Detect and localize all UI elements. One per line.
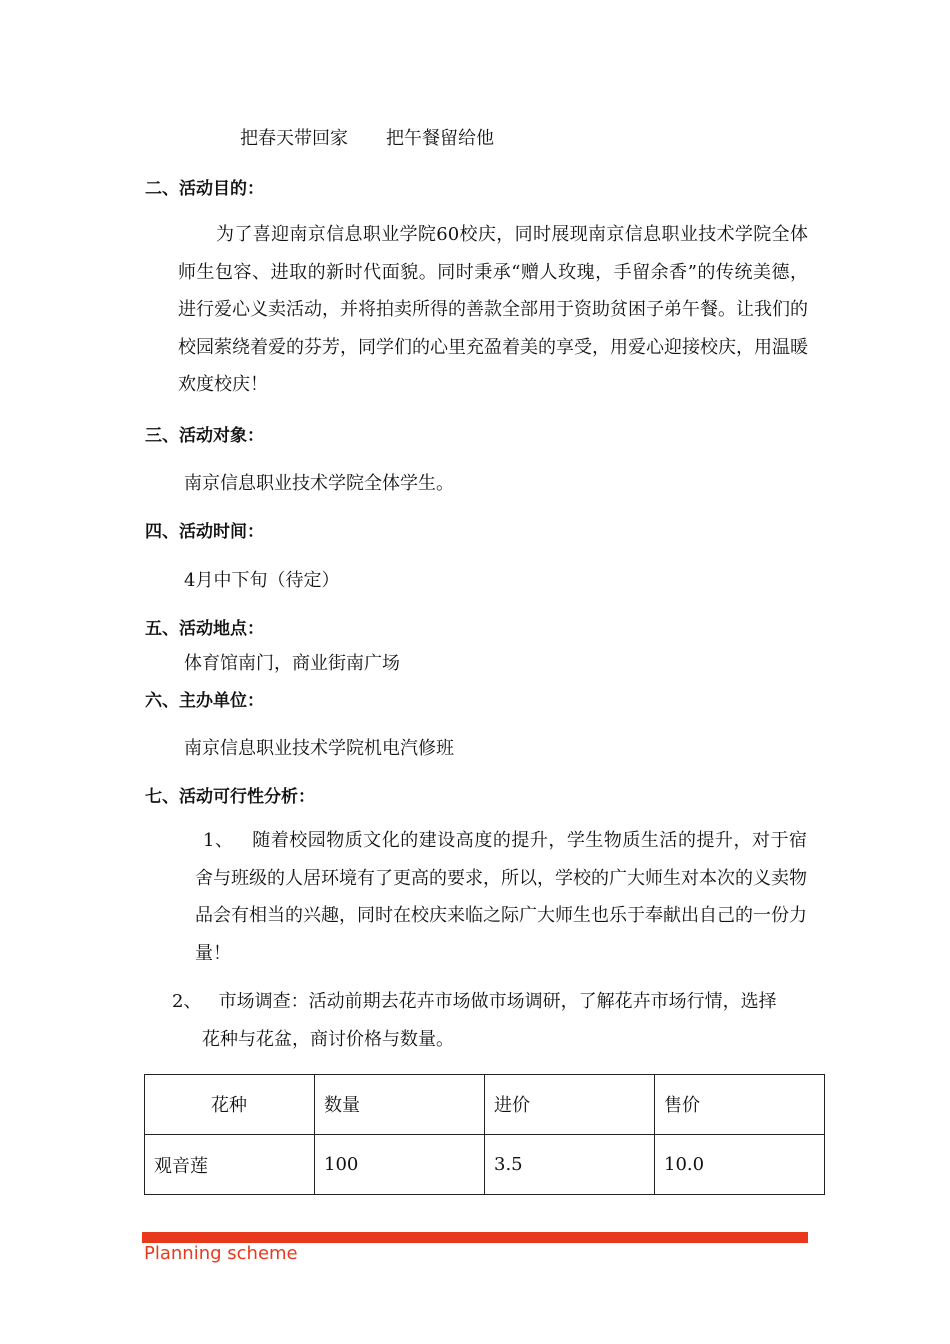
purpose-paragraph: 为了喜迎南京信息职业学院60校庆，同时展现南京信息职业技术学院全体师生包容、进取的新时代面貌。同时秉承“赠人玫瑰，手留余香”的传统美德，进行爱心义卖活动，并将拍卖所得的善款全部用于资助贫困子弟午餐。让我们的校园萦绕着爱的芬芳，同学们的心里充盈着美的享受，用爱心迎接校庆，用温暖欢度校庆！: [178, 224, 808, 395]
heading-target: 三、活动对象：: [145, 426, 264, 446]
flower-price-table: [144, 1074, 825, 1195]
item-1-number: 1、: [203, 830, 234, 851]
organizer-text: 南京信息职业技术学院机电汽修班: [184, 738, 454, 759]
header-cost-price: 进价: [485, 1075, 655, 1135]
heading-purpose: 二、活动目的：: [145, 179, 264, 199]
cell-flower-type: 观音莲: [145, 1135, 315, 1195]
header-sale-price: 售价: [655, 1075, 825, 1135]
cell-quantity: 100: [315, 1135, 485, 1195]
heading-time: 四、活动时间：: [145, 522, 264, 542]
feasibility-item-2: [172, 983, 808, 1058]
item-2-number: 2、: [172, 991, 202, 1012]
footer-label: Planning scheme: [144, 1243, 298, 1264]
location-text: 体育馆南门，商业街南广场: [184, 653, 400, 674]
heading-feasibility: 七、活动可行性分析：: [145, 787, 315, 807]
heading-location: 五、活动地点：: [145, 619, 264, 639]
slogan-part-1: 把春天带回家: [240, 128, 348, 149]
cell-sale-price: 10.0: [655, 1135, 825, 1195]
item-1-text: 随着校园物质文化的建设高度的提升，学生物质生活的提升，对于宿舍与班级的人居环境有了更高的要求，所以，学校的广大师生对本次的义卖物品会有相当的兴趣，同时在校庆来临之际广大师生也乐于奉献出自己的一份力量！: [195, 830, 808, 964]
table-header-row: [145, 1075, 825, 1135]
table-row: [145, 1135, 825, 1195]
target-text: 南京信息职业技术学院全体学生。: [184, 473, 454, 494]
header-flower-type: 花种: [145, 1075, 315, 1135]
heading-organizer: 六、主办单位：: [145, 691, 264, 711]
feasibility-item-1: [195, 822, 807, 972]
time-text: 4月中下旬（待定）: [184, 570, 340, 591]
item-2-line-1: 市场调查：活动前期去花卉市场做市场调研，了解花卉市场行情，选择: [218, 991, 777, 1012]
header-quantity: 数量: [315, 1075, 485, 1135]
slogan: [240, 124, 494, 150]
item-2-line-2: 花种与花盆，商讨价格与数量。: [202, 1028, 454, 1050]
footer-accent-bar: [142, 1232, 808, 1243]
cell-cost-price: 3.5: [485, 1135, 655, 1195]
slogan-part-2: 把午餐留给他: [386, 128, 494, 149]
